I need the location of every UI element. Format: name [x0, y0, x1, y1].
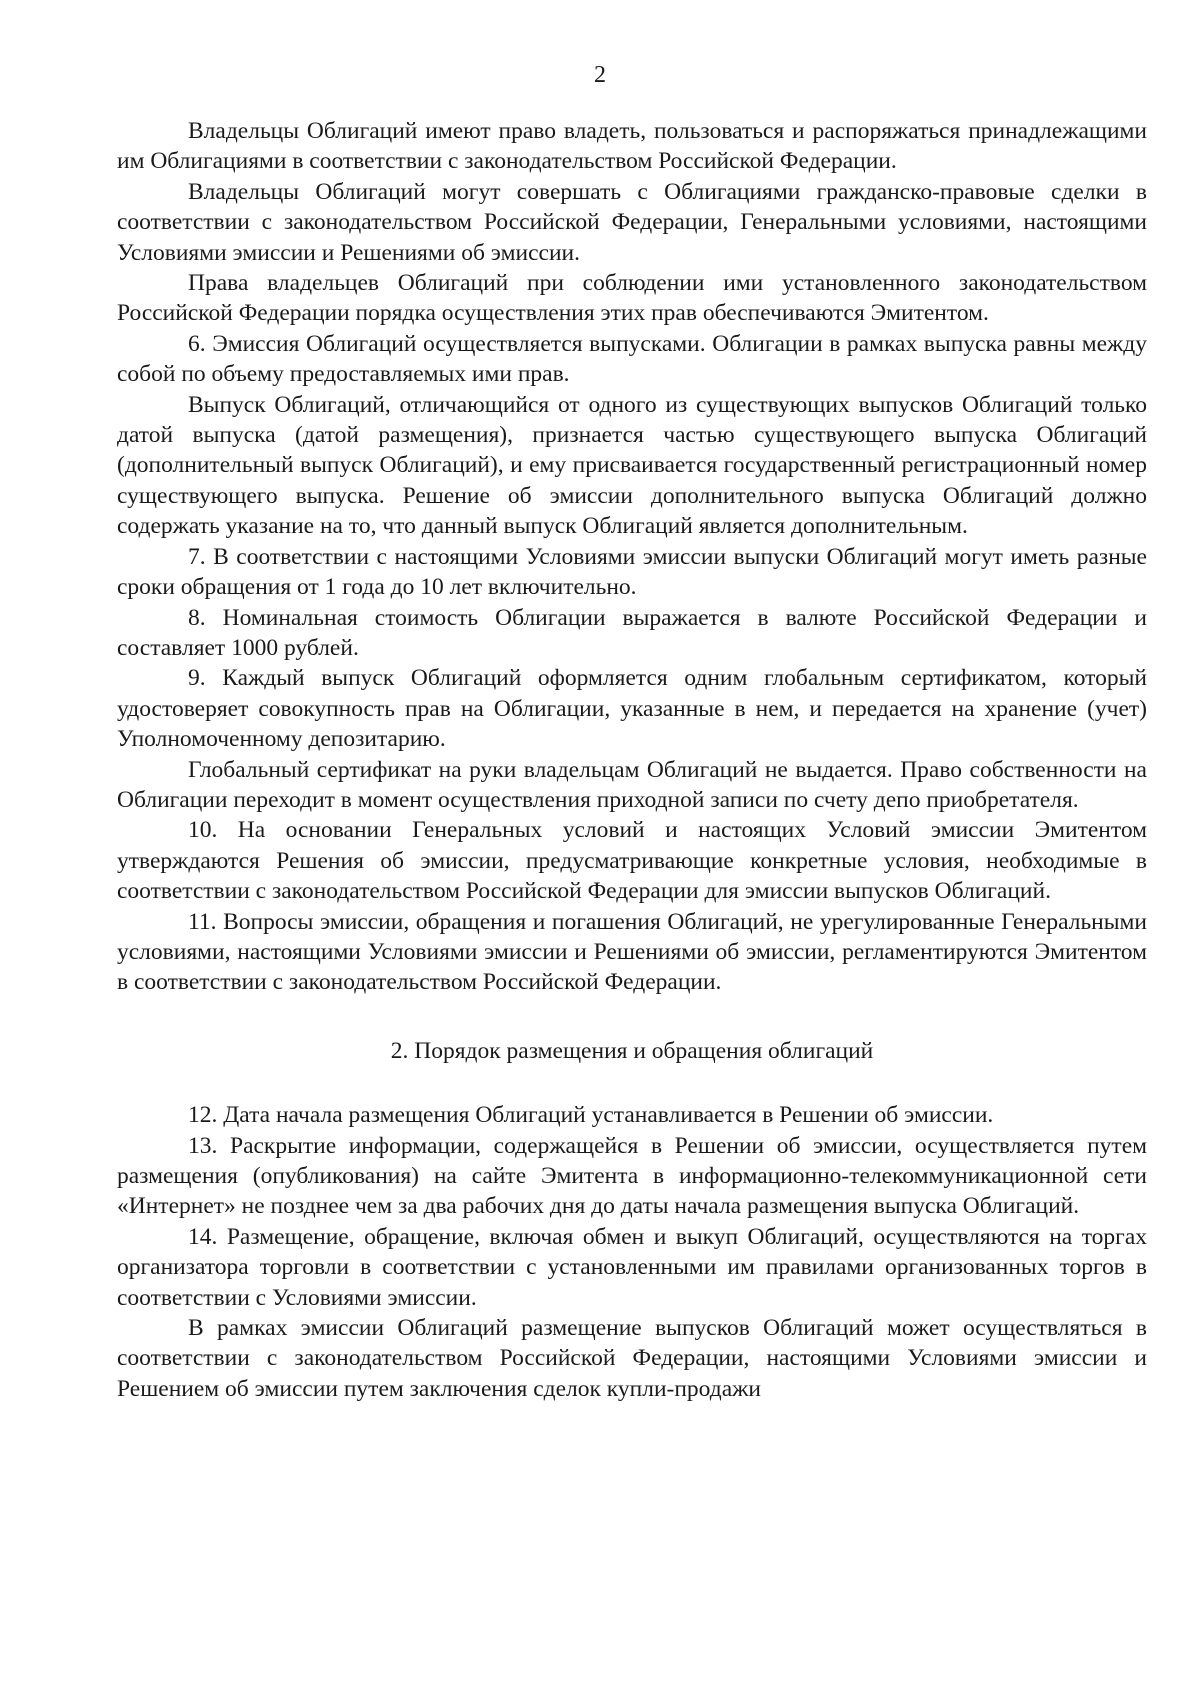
paragraph-owners-rights: Владельцы Облигаций имеют право владеть, пользоваться и распоряжаться принадлежащими им Облигациями в соответствии с законодательством Российской Федерации. — [117, 118, 1147, 175]
paragraph-placement: В рамках эмиссии Облигаций размещение выпусков Облигаций может осуществляться в соответствии с законодательством Российской Федерации, настоящими Условиями эмиссии и Решением об эмиссии путем заключения сделок купли-продажи — [117, 1315, 1147, 1402]
paragraph-owners-rights-protection: Права владельцев Облигаций при соблюдении ими установленного законодательством Российской Федерации порядка осуществления этих прав обеспечиваются Эмитентом. — [117, 270, 1147, 327]
paragraph-item-9: 9. Каждый выпуск Облигаций оформляется одним глобальным сертификатом, который удостоверяет совокупность прав на Облигации, указанные в нем, и передается на хранение (учет) Уполномоченному депозитарию. — [117, 665, 1147, 753]
section-heading: 2. Порядок размещения и обращения облигаций — [390, 1037, 874, 1064]
document-body — [117, 116, 1147, 1404]
page-number: 2 — [594, 62, 606, 88]
paragraph-owners-transactions: Владельцы Облигаций могут совершать с Облигациями гражданско-правовые сделки в соответствии с законодательством Российской Федерации, Генеральными условиями, настоящими Условиями эмиссии и Решениями об эмиссии. — [117, 178, 1147, 266]
paragraph-item-13: 13. Раскрытие информации, содержащейся в Решении об эмиссии, осуществляется путем размещения (опубликования) на сайте Эмитента в информационно-телекоммуникационной сети «Интернет» не позднее чем за два рабочих дня до даты начала размещения выпуска Облигаций. — [117, 1132, 1147, 1220]
paragraph-item-14: 14. Размещение, обращение, включая обмен и выкуп Облигаций, осуществляются на торгах организатора торговли в соответствии с установленными им правилами организованных торгов в соответствии с Условиями эмиссии. — [117, 1223, 1147, 1311]
paragraph-item-12: 12. Дата начала размещения Облигаций устанавливается в Решении об эмиссии. — [188, 1102, 994, 1129]
paragraph-item-6: 6. Эмиссия Облигаций осуществляется выпусками. Облигации в рамках выпуска равны между собой по объему предоставляемых ими прав. — [117, 330, 1147, 388]
paragraph-item-7: 7. В соответствии с настоящими Условиями эмиссии выпуски Облигаций могут иметь разные сроки обращения от 1 года до 10 лет включительно. — [117, 543, 1147, 601]
paragraph-additional-issue: Выпуск Облигаций, отличающийся от одного из существующих выпусков Облигаций только датой выпуска (датой размещения), признается частью существующего выпуска Облигаций (дополнительный выпуск Облигаций), и ему присваивается государственный регистрационный номер существующего выпуска. Решение об эмиссии дополнительного выпуска Облигаций должно содержать указание на то, что данный выпуск Облигаций является дополнительным. — [117, 391, 1147, 540]
paragraph-item-8: 8. Номинальная стоимость Облигации выражается в валюте Российской Федерации и составляет 1000 рублей. — [117, 604, 1147, 661]
paragraph-global-certificate: Глобальный сертификат на руки владельцам Облигаций не выдается. Право собственности на Облигации переходит в момент осуществления приходной записи по счету депо приобретателя. — [117, 756, 1147, 813]
paragraph-item-10: 10. На основании Генеральных условий и настоящих Условий эмиссии Эмитентом утверждаются Решения об эмиссии, предусматривающие конкретные условия, необходимые в соответствии с законодательством Российской Федерации для эмиссии выпусков Облигаций. — [117, 817, 1147, 905]
paragraph-item-11: 11. Вопросы эмиссии, обращения и погашения Облигаций, не урегулированные Генеральными условиями, настоящими Условиями эмиссии и Решениями об эмиссии, регламентируются Эмитентом в соответствии с законодательством Российской Федерации. — [117, 908, 1147, 996]
